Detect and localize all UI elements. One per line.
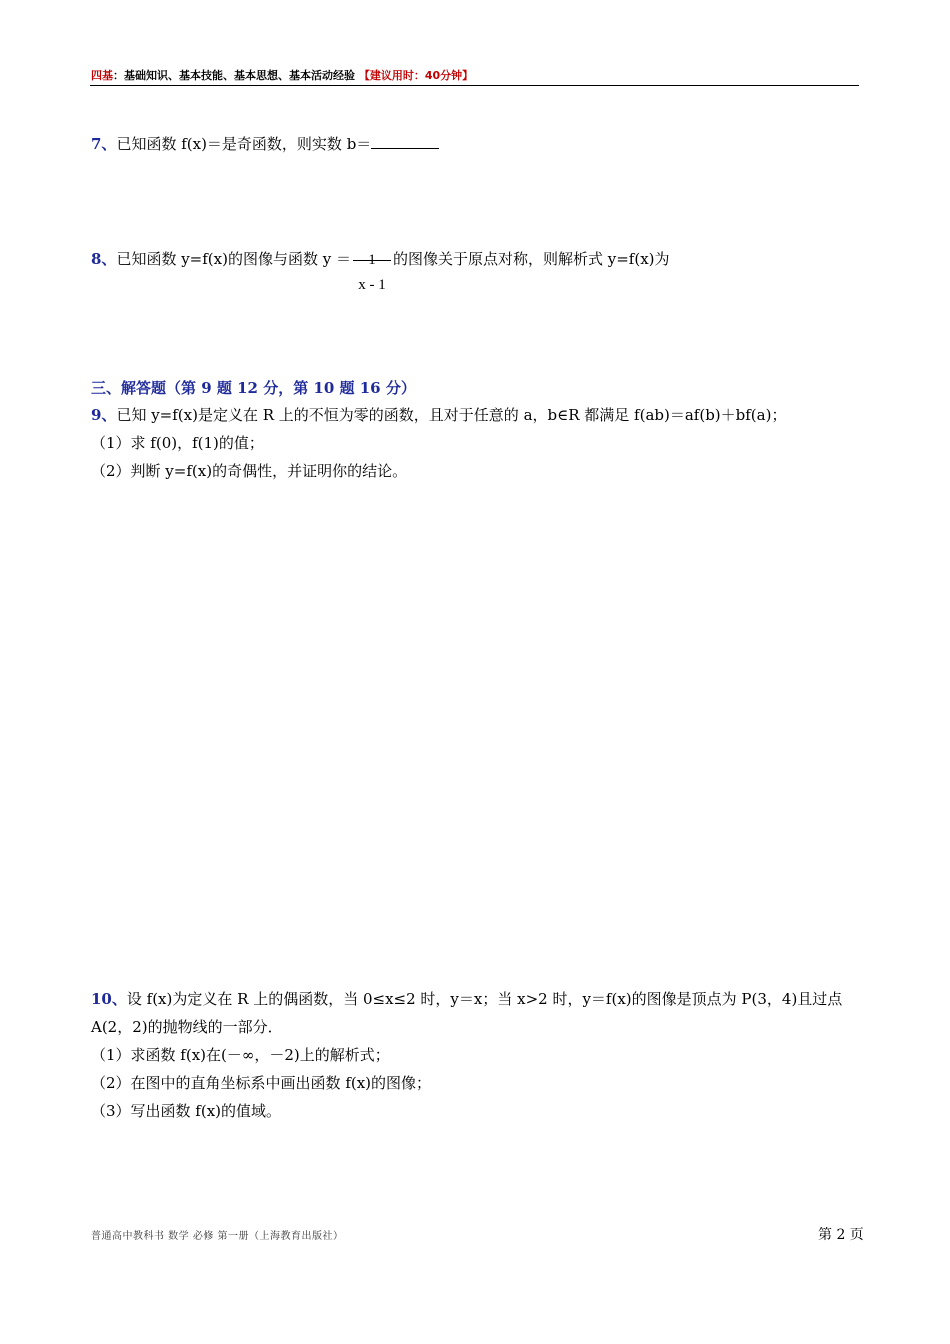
question-9-part-2: （2）判断 y=f(x)的奇偶性，并证明你的结论。: [91, 462, 408, 480]
header-label-red: 四基: [91, 69, 113, 82]
question-10-part-3: （3）写出函数 f(x)的值域。: [91, 1102, 282, 1120]
header-label-black: ：基础知识、基本技能、基本思想、基本活动经验: [113, 69, 355, 82]
question-8-text-before: 已知函数 y=f(x)的图像与函数 y ＝: [116, 250, 351, 268]
header-divider: [90, 85, 859, 86]
question-10: [91, 989, 842, 1009]
fraction-numerator: 1: [368, 252, 376, 268]
question-10-number: 10、: [91, 990, 127, 1008]
question-10-stem-line-2: A(2，2)的抛物线的一部分．: [91, 1018, 283, 1036]
footer-textbook-info: 普通高中教科书 数学 必修 第一册（上海教育出版社）: [91, 1231, 344, 1242]
fraction-denominator: x - 1: [358, 277, 386, 293]
question-7: [91, 134, 439, 154]
question-9-part-1: （1）求 f(0)，f(1)的值；: [91, 434, 264, 452]
footer-page-number: 第 2 页: [818, 1227, 864, 1243]
question-7-answer-blank[interactable]: [371, 134, 439, 149]
page-header: [91, 67, 473, 83]
question-9-stem: 已知 y=f(x)是定义在 R 上的不恒为零的函数，且对于任意的 a，b∈R 都满足 f(ab)＝af(b)＋bf(a)；: [116, 406, 787, 424]
question-10-part-2: （2）在图中的直角坐标系中画出函数 f(x)的图像；: [91, 1074, 432, 1092]
section-3-title: 三、解答题（第 9 题 12 分，第 10 题 16 分）: [91, 379, 416, 397]
fraction-bar: [353, 260, 391, 261]
question-7-number: 7、: [91, 135, 117, 153]
question-9: [91, 405, 786, 425]
question-10-stem-line-1: 设 f(x)为定义在 R 上的偶函数，当 0≤x≤2 时，y＝x；当 x>2 时，y＝f(x)的图像是顶点为 P(3，4)且过点: [126, 990, 843, 1008]
header-time-hint: 【建议用时：40分钟】: [358, 69, 474, 82]
question-9-number: 9、: [91, 406, 117, 424]
question-7-text: 已知函数 f(x)＝是奇函数，则实数 b＝: [116, 135, 372, 153]
question-8: [91, 237, 670, 293]
question-10-part-1: （1）求函数 f(x)在(－∞，－2)上的解析式；: [91, 1046, 390, 1064]
question-8-number: 8、: [91, 250, 117, 268]
question-8-text-after: 的图像关于原点对称，则解析式 y=f(x)为: [392, 250, 670, 268]
question-8-fraction: [353, 238, 391, 293]
